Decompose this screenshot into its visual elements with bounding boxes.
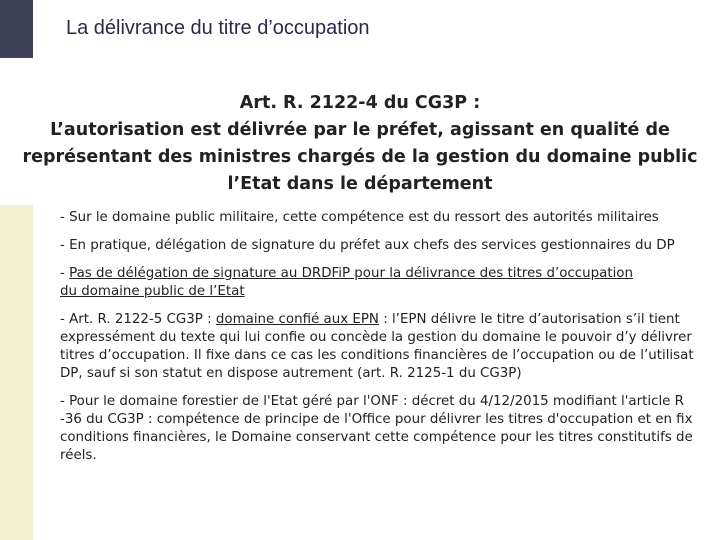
bullet-underlined-text: domaine confié aux EPN (215, 312, 379, 327)
heading-line: représentant des ministres chargés de la gestion du domaine public (22, 147, 698, 167)
bullet-text: - En pratique, délégation de signature du préfet aux chefs des services gestionnaires du DP (60, 238, 675, 253)
heading-line: l’Etat dans le département (227, 174, 493, 194)
bullet-military (60, 209, 720, 227)
article-heading (0, 90, 720, 198)
heading-line: L’autorisation est délivrée par le préfet, agissant en qualité de (50, 120, 670, 140)
bullet-onf (60, 393, 720, 465)
bullet-text: titres d’occupation. Il fixe dans ce cas les conditions financières de l’occupation ou de l’utilisat (60, 348, 694, 363)
bullet-text: conditions financières, le Domaine conservant cette compétence pour les titres constitutifs de (60, 430, 693, 445)
bullet-text: : l’EPN délivre le titre d’autorisation s’il tient (378, 312, 680, 327)
bullet-dash: - (60, 266, 70, 281)
bullet-list (60, 209, 720, 475)
bullet-text: réels. (60, 448, 97, 463)
bullet-text: - Art. R. 2122-5 CG3P : (60, 312, 216, 327)
bullet-text: - Pour le domaine forestier de l'Etat géré par l'ONF : décret du 4/12/2015 modifiant l'article R (60, 394, 684, 409)
bullet-delegation (60, 237, 720, 255)
accent-bar-top (0, 0, 33, 58)
bullet-drdfip (60, 265, 720, 301)
heading-line: Art. R. 2122-4 du CG3P : (239, 93, 481, 113)
bullet-epn (60, 311, 720, 383)
bullet-text: -36 du CG3P : compétence de principe de l'Office pour délivrer les titres d'occupation et en fix (60, 412, 693, 427)
slide-title: La délivrance du titre d’occupation (66, 17, 370, 39)
bullet-underlined-text: Pas de délégation de signature au DRDFiP pour la délivrance des titres d’occupation (69, 266, 633, 281)
bullet-text: DP, sauf si son statut en dispose autrement (art. R. 2125-1 du CG3P) (60, 366, 522, 381)
bullet-underlined-text: du domaine public de l’Etat (60, 284, 245, 299)
bullet-text: - Sur le domaine public militaire, cette compétence est du ressort des autorités militaires (60, 210, 659, 225)
bullet-text: expressément du texte qui lui confie ou concède la gestion du domaine le pouvoir d’y délivrer (60, 330, 692, 345)
accent-bar-side (0, 205, 33, 540)
